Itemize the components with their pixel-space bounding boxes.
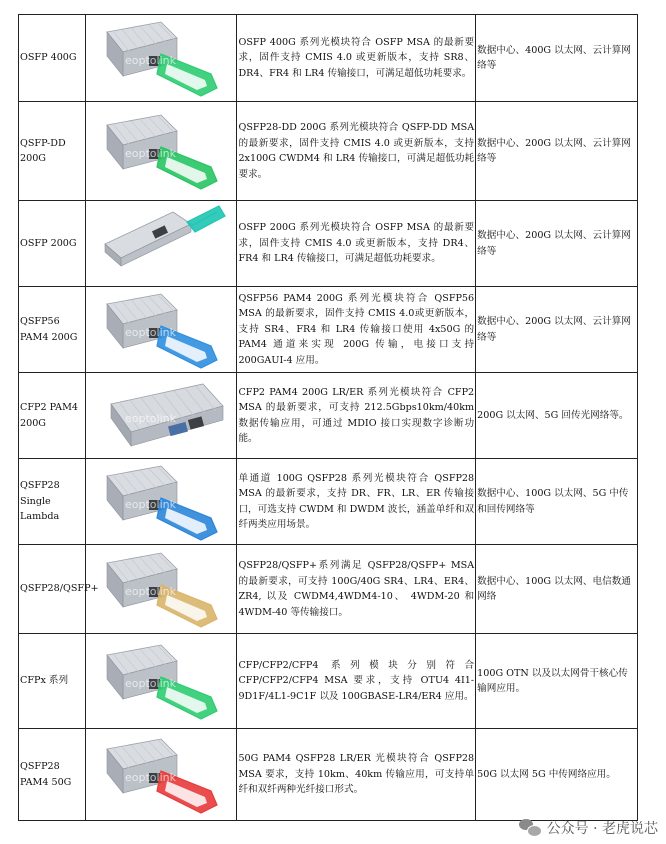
svg-text:eoptolink: eoptolink [125,147,177,160]
transceiver-module-image [91,735,231,815]
description-cell: 单通道 100G QSFP28 系列光模块符合 QSFP28 MSA 的最新要求，支持 DR、FR、LR、ER 传输接口，可选支持 CWDM 和 DWDM 波长，涵盖单纤和双纤两类应用场景。 [237,459,476,545]
application-cell: 数据中心、200G 以太网、云计算网络等 [476,102,638,201]
svg-text:eoptolink: eoptolink [125,585,177,598]
description-cell: OSFP 200G 系列光模块符合 OSFP MSA 的最新要求，固件支持 CMIS 4.0 或更新版本，支持 DR4、FR4 和 LR4 传输接口，可满足超低功耗要求。 [237,201,476,287]
product-table [18,14,638,821]
transceiver-module-image [91,290,231,370]
description-cell: OSFP 400G 系列光模块符合 OSFP MSA 的最新要求，固件支持 CMIS 4.0 或更新版本，支持 SR8、DR4、FR4 和 LR4 传输接口，可满足超低功耗要求。 [237,15,476,102]
description-cell: CFP2 PAM4 200G LR/ER 系列光模块符合 CFP2 MSA 的最新要求，可支持 212.5Gbps10km/40km 数据传输应用，可通过 MDIO 接口实现数字诊断功能。 [237,373,476,459]
svg-text:eoptolink: eoptolink [125,770,177,784]
svg-text:eoptolink: eoptolink [125,497,177,511]
application-cell: 数据中心、100G 以太网、电信数通网络 [476,545,638,634]
svg-text:eoptolink: eoptolink [125,325,177,339]
wechat-icon [519,819,541,837]
module-image-cell [85,102,237,201]
application-cell: 数据中心、400G 以太网、云计算网络等 [476,15,638,102]
table-row [19,545,638,634]
table-row [19,729,638,821]
model-cell: QSFP28/QSFP+ [19,545,86,634]
description-cell: QSFP28-DD 200G 系列光模块符合 QSFP-DD MSA 的最新要求，固件支持 CMIS 4.0 或更新版本，支持 2x100G CWDM4 和 LR4 传输接口，可满足超低功耗要求。 [237,102,476,201]
module-image-cell [85,545,237,634]
application-cell: 100G OTN 以及以太网骨干核心传输网应用。 [476,634,638,729]
transceiver-module-image [91,18,231,98]
application-cell: 数据中心、200G 以太网、云计算网络等 [476,287,638,373]
transceiver-module-image [91,376,231,456]
description-cell: QSFP28/QSFP+系列满足 QSFP28/QSFP+ MSA 的最新要求，可支持 100G/40G SR4、LR4、ER4、ZR4, 以及 CWDM4,4WDM4-10、 4WDM-20 和 4WDM-40 等传输接口。 [237,545,476,634]
transceiver-module-image [91,641,231,721]
module-image-cell [85,729,237,821]
table-row [19,102,638,201]
svg-text:eoptolink: eoptolink [125,54,177,67]
description-cell: 50G PAM4 QSFP28 LR/ER 光模块符合 QSFP28 MSA 要求，支持 10km、40km 传输应用，可支持单纤和双纤两种光纤接口形式。 [237,729,476,821]
module-image-cell [85,15,237,102]
transceiver-module-image [91,462,231,542]
transceiver-module-image [91,204,231,284]
transceiver-module-image [91,111,231,191]
svg-text:eoptolink: eoptolink [125,677,177,690]
table-row [19,15,638,102]
module-image-cell [85,287,237,373]
application-cell: 数据中心、200G 以太网、云计算网络等 [476,201,638,287]
model-cell: QSFP28 Single Lambda [19,459,86,545]
table-row [19,373,638,459]
transceiver-module-image [91,549,231,629]
module-image-cell [85,201,237,287]
application-cell: 200G 以太网、5G 回传光网络等。 [476,373,638,459]
table-row [19,201,638,287]
footer-watermark [519,818,658,838]
model-cell: CFP2 PAM4 200G [19,373,86,459]
model-cell: OSFP 400G [19,15,86,102]
description-cell: QSFP56 PAM4 200G 系列光模块符合 QSFP56 MSA 的最新要求，固件支持 CMIS 4.0或更新版本，支持 SR4、FR4 和 LR4 传输接口使用 4x50G 的 PAM4 通道来实现 200G 传输，电接口支持 200GAUI-4 应用。 [237,287,476,373]
svg-text:eoptolink: eoptolink [125,411,177,425]
module-image-cell [85,373,237,459]
model-cell: QSFP-DD 200G [19,102,86,201]
application-cell: 50G 以太网 5G 中传网络应用。 [476,729,638,821]
table-row [19,287,638,373]
application-cell: 数据中心、100G 以太网、5G 中传和回传网络等 [476,459,638,545]
account-label: 公众号 · 老虎说芯 [546,821,658,837]
model-cell: CFPx 系列 [19,634,86,729]
model-cell: OSFP 200G [19,201,86,287]
table-row [19,459,638,545]
module-image-cell [85,634,237,729]
model-cell: QSFP28 PAM4 50G [19,729,86,821]
model-cell: QSFP56 PAM4 200G [19,287,86,373]
module-image-cell [85,459,237,545]
description-cell: CFP/CFP2/CFP4 系列模块分别符合 CFP/CFP2/CFP4 MSA 要求，支持 OTU4 4I1-9D1F/4L1-9C1F 以及 100GBASE-LR4/ER4 应用。 [237,634,476,729]
table-row [19,634,638,729]
